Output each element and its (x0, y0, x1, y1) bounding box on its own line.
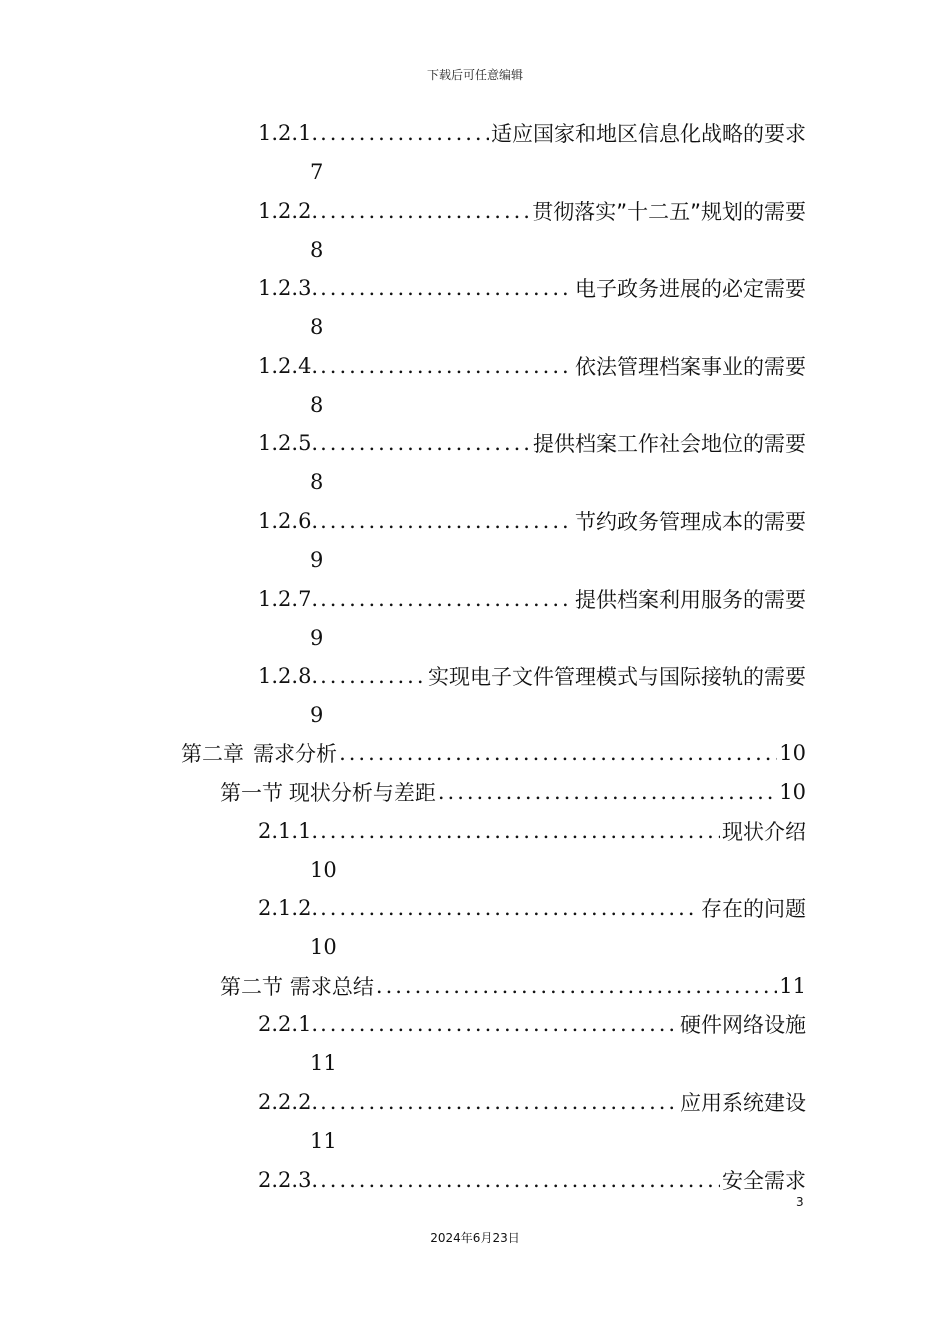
toc-entry[interactable] (258, 196, 806, 226)
chapter-page: 10 (779, 741, 806, 765)
entry-number: 1.2.4. (258, 354, 319, 378)
dot-leader (320, 587, 573, 611)
entry-page: 8 (310, 238, 324, 262)
entry-title: 现状介绍 (722, 820, 806, 844)
dot-leader (320, 276, 573, 300)
entry-number: 2.1.2. (258, 896, 319, 920)
entry-title: 应用系统建设 (680, 1091, 806, 1115)
page-number: 3 (796, 1195, 804, 1209)
section-page: 11 (779, 974, 806, 998)
entry-number: 1.2.7. (258, 587, 319, 611)
toc-section[interactable] (220, 971, 806, 1001)
entry-number: 2.1.1. (258, 819, 319, 843)
dot-leader (376, 974, 777, 998)
dot-leader (320, 896, 699, 920)
toc-entry[interactable] (258, 1087, 806, 1117)
entry-page: 8 (310, 393, 324, 417)
entry-page: 8 (310, 470, 324, 494)
dot-leader (320, 199, 530, 223)
section-label: 第二节 (220, 975, 283, 999)
entry-title: 依法管理档案事业的需要 (575, 355, 806, 379)
entry-number: 1.2.2. (258, 199, 319, 223)
toc-entry[interactable] (258, 893, 806, 923)
dot-leader (320, 354, 573, 378)
toc-entry[interactable] (258, 1165, 806, 1195)
dot-leader (339, 741, 777, 765)
section-label: 第一节 (220, 781, 283, 805)
entry-page: 7 (310, 160, 324, 184)
page-header: 下载后可任意编辑 (426, 68, 523, 82)
toc-entry[interactable] (258, 816, 806, 846)
entry-number: 1.2.3. (258, 276, 319, 300)
entry-title: 提供档案利用服务的需要 (575, 588, 806, 612)
toc-entry[interactable] (258, 428, 806, 458)
entry-number: 2.2.3. (258, 1168, 319, 1192)
entry-title: 节约政务管理成本的需要 (575, 510, 806, 534)
toc-entry[interactable] (258, 351, 806, 381)
toc-section[interactable] (220, 777, 806, 807)
dot-leader (320, 121, 489, 145)
entry-number: 2.2.2. (258, 1090, 319, 1114)
toc-entry[interactable] (258, 273, 806, 303)
entry-number: 1.2.6. (258, 509, 319, 533)
section-title: 需求总结 (289, 975, 374, 999)
entry-number: 2.2.1. (258, 1012, 319, 1036)
section-title: 现状分析与差距 (288, 781, 436, 805)
dot-leader (320, 664, 426, 688)
entry-page: 10 (310, 858, 337, 882)
dot-leader (320, 819, 720, 843)
section-page: 10 (779, 780, 806, 804)
entry-page: 10 (310, 935, 337, 959)
entry-title: 贯彻落实”十二五”规划的需要 (532, 200, 806, 224)
entry-page: 9 (310, 703, 324, 727)
entry-number: 1.2.5. (258, 431, 319, 455)
entry-title: 安全需求 (722, 1169, 806, 1193)
entry-title: 电子政务进展的必定需要 (575, 277, 806, 301)
entry-number: 1.2.8. (258, 664, 319, 688)
chapter-label: 第二章 (181, 742, 244, 766)
dot-leader (320, 1012, 678, 1036)
toc-entry[interactable] (258, 661, 806, 691)
entry-title: 硬件网络设施 (680, 1013, 806, 1037)
entry-title: 实现电子文件管理模式与国际接轨的需要 (428, 665, 806, 689)
toc-entry[interactable] (258, 506, 806, 536)
entry-page: 9 (310, 626, 324, 650)
chapter-title: 需求分析 (253, 742, 338, 766)
entry-page: 8 (310, 315, 324, 339)
dot-leader (320, 431, 531, 455)
entry-page: 11 (310, 1129, 337, 1153)
toc-chapter[interactable] (181, 738, 806, 768)
entry-number: 1.2.1. (258, 121, 319, 145)
entry-page: 9 (310, 548, 324, 572)
toc-entry[interactable] (258, 584, 806, 614)
entry-page: 11 (310, 1051, 337, 1075)
dot-leader (438, 780, 777, 804)
dot-leader (320, 1168, 720, 1192)
page-footer-date: 2024年6月23日 (430, 1231, 520, 1245)
toc-entry[interactable] (258, 118, 806, 148)
dot-leader (320, 1090, 678, 1114)
toc-entry[interactable] (258, 1009, 806, 1039)
entry-title: 适应国家和地区信息化战略的要求 (491, 122, 806, 146)
dot-leader (320, 509, 573, 533)
entry-title: 提供档案工作社会地位的需要 (533, 432, 806, 456)
entry-title: 存在的问题 (701, 897, 806, 921)
